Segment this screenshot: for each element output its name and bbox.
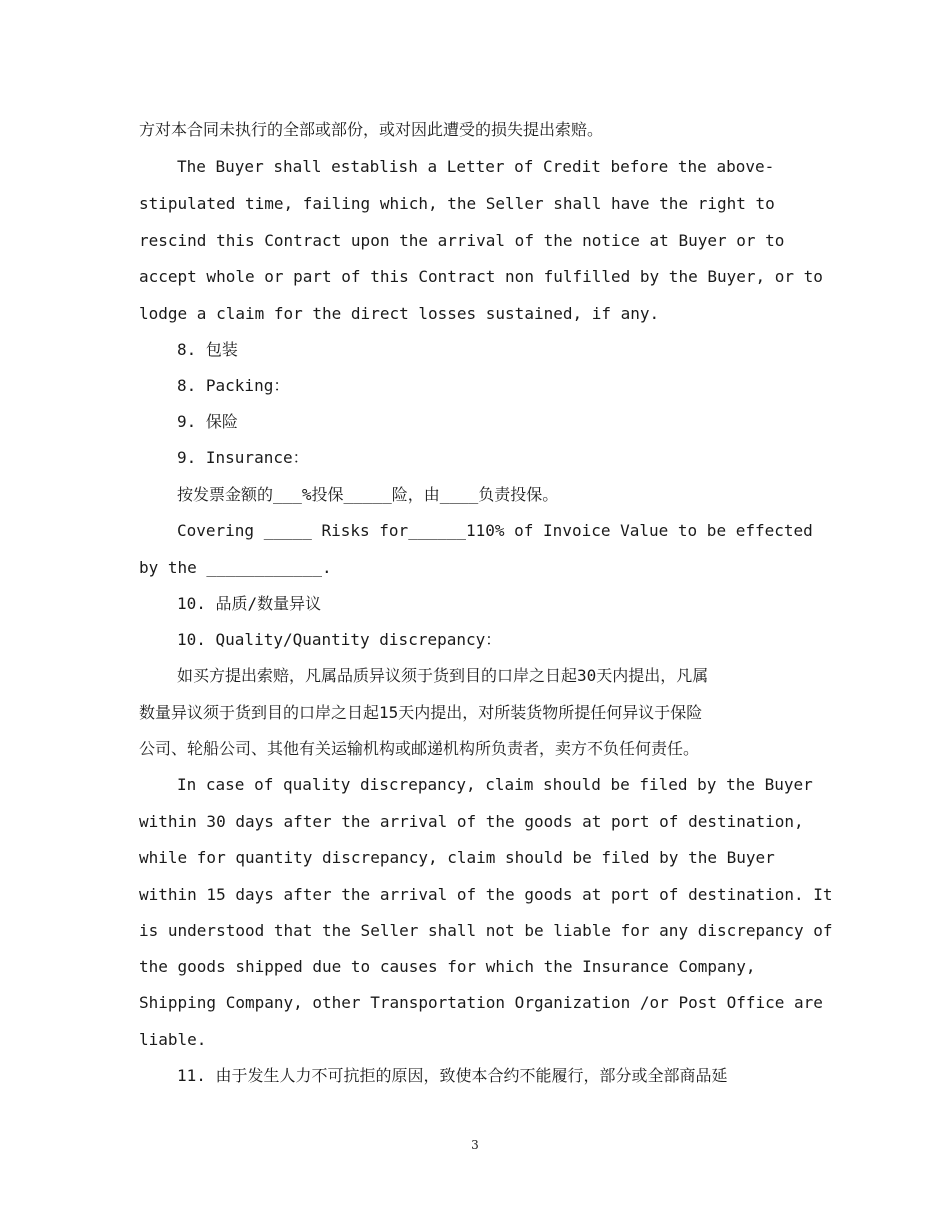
- paragraph-line: 方对本合同未执行的全部或部份，或对因此遭受的损失提出索赔。: [139, 120, 604, 139]
- section-heading: 10. Quality/Quantity discrepancy：: [177, 630, 502, 649]
- section-heading: 11. 由于发生人力不可抗拒的原因，致使本合约不能履行，部分或全部商品延: [177, 1066, 728, 1085]
- paragraph-line: within 15 days after the arrival of the goods at port of destination. It: [139, 885, 833, 904]
- section-heading: 9. Insurance：: [177, 448, 309, 467]
- paragraph-line: rescind this Contract upon the arrival of the notice at Buyer or to: [139, 231, 785, 250]
- paragraph-line: lodge a claim for the direct losses sustained, if any.: [139, 304, 660, 323]
- paragraph-line: the goods shipped due to causes for which the Insurance Company,: [139, 957, 756, 976]
- section-heading: 10. 品质/数量异议: [177, 594, 322, 613]
- paragraph-line: liable.: [139, 1030, 207, 1049]
- page-number: 3: [471, 1138, 479, 1152]
- section-heading: 8. 包装: [177, 340, 238, 359]
- paragraph-line: within 30 days after the arrival of the goods at port of destination,: [139, 812, 804, 831]
- paragraph-line: by the ____________.: [139, 558, 332, 577]
- paragraph-line: is understood that the Seller shall not be liable for any discrepancy of: [139, 921, 833, 940]
- paragraph-line: while for quantity discrepancy, claim should be filed by the Buyer: [139, 848, 775, 867]
- paragraph-line: accept whole or part of this Contract non fulfilled by the Buyer, or to: [139, 267, 823, 286]
- paragraph-line: Covering _____ Risks for______110% of Invoice Value to be effected: [177, 521, 813, 540]
- section-heading: 8. Packing：: [177, 376, 290, 395]
- paragraph-line: 如买方提出索赔，凡属品质异议须于货到目的口岸之日起30天内提出，凡属: [177, 666, 709, 685]
- paragraph-line: 数量异议须于货到目的口岸之日起15天内提出，对所装货物所提任何异议于保险: [139, 703, 703, 722]
- paragraph-line: 按发票金额的___%投保_____险，由____负责投保。: [177, 485, 559, 504]
- paragraph-line: Shipping Company, other Transportation Organization /or Post Office are: [139, 993, 823, 1012]
- paragraph-line: In case of quality discrepancy, claim should be filed by the Buyer: [177, 775, 813, 794]
- section-heading: 9. 保险: [177, 412, 238, 431]
- paragraph-line: The Buyer shall establish a Letter of Credit before the above-: [177, 157, 775, 176]
- paragraph-line: 公司、轮船公司、其他有关运输机构或邮递机构所负责者，卖方不负任何责任。: [139, 739, 700, 758]
- paragraph-line: stipulated time, failing which, the Seller shall have the right to: [139, 194, 775, 213]
